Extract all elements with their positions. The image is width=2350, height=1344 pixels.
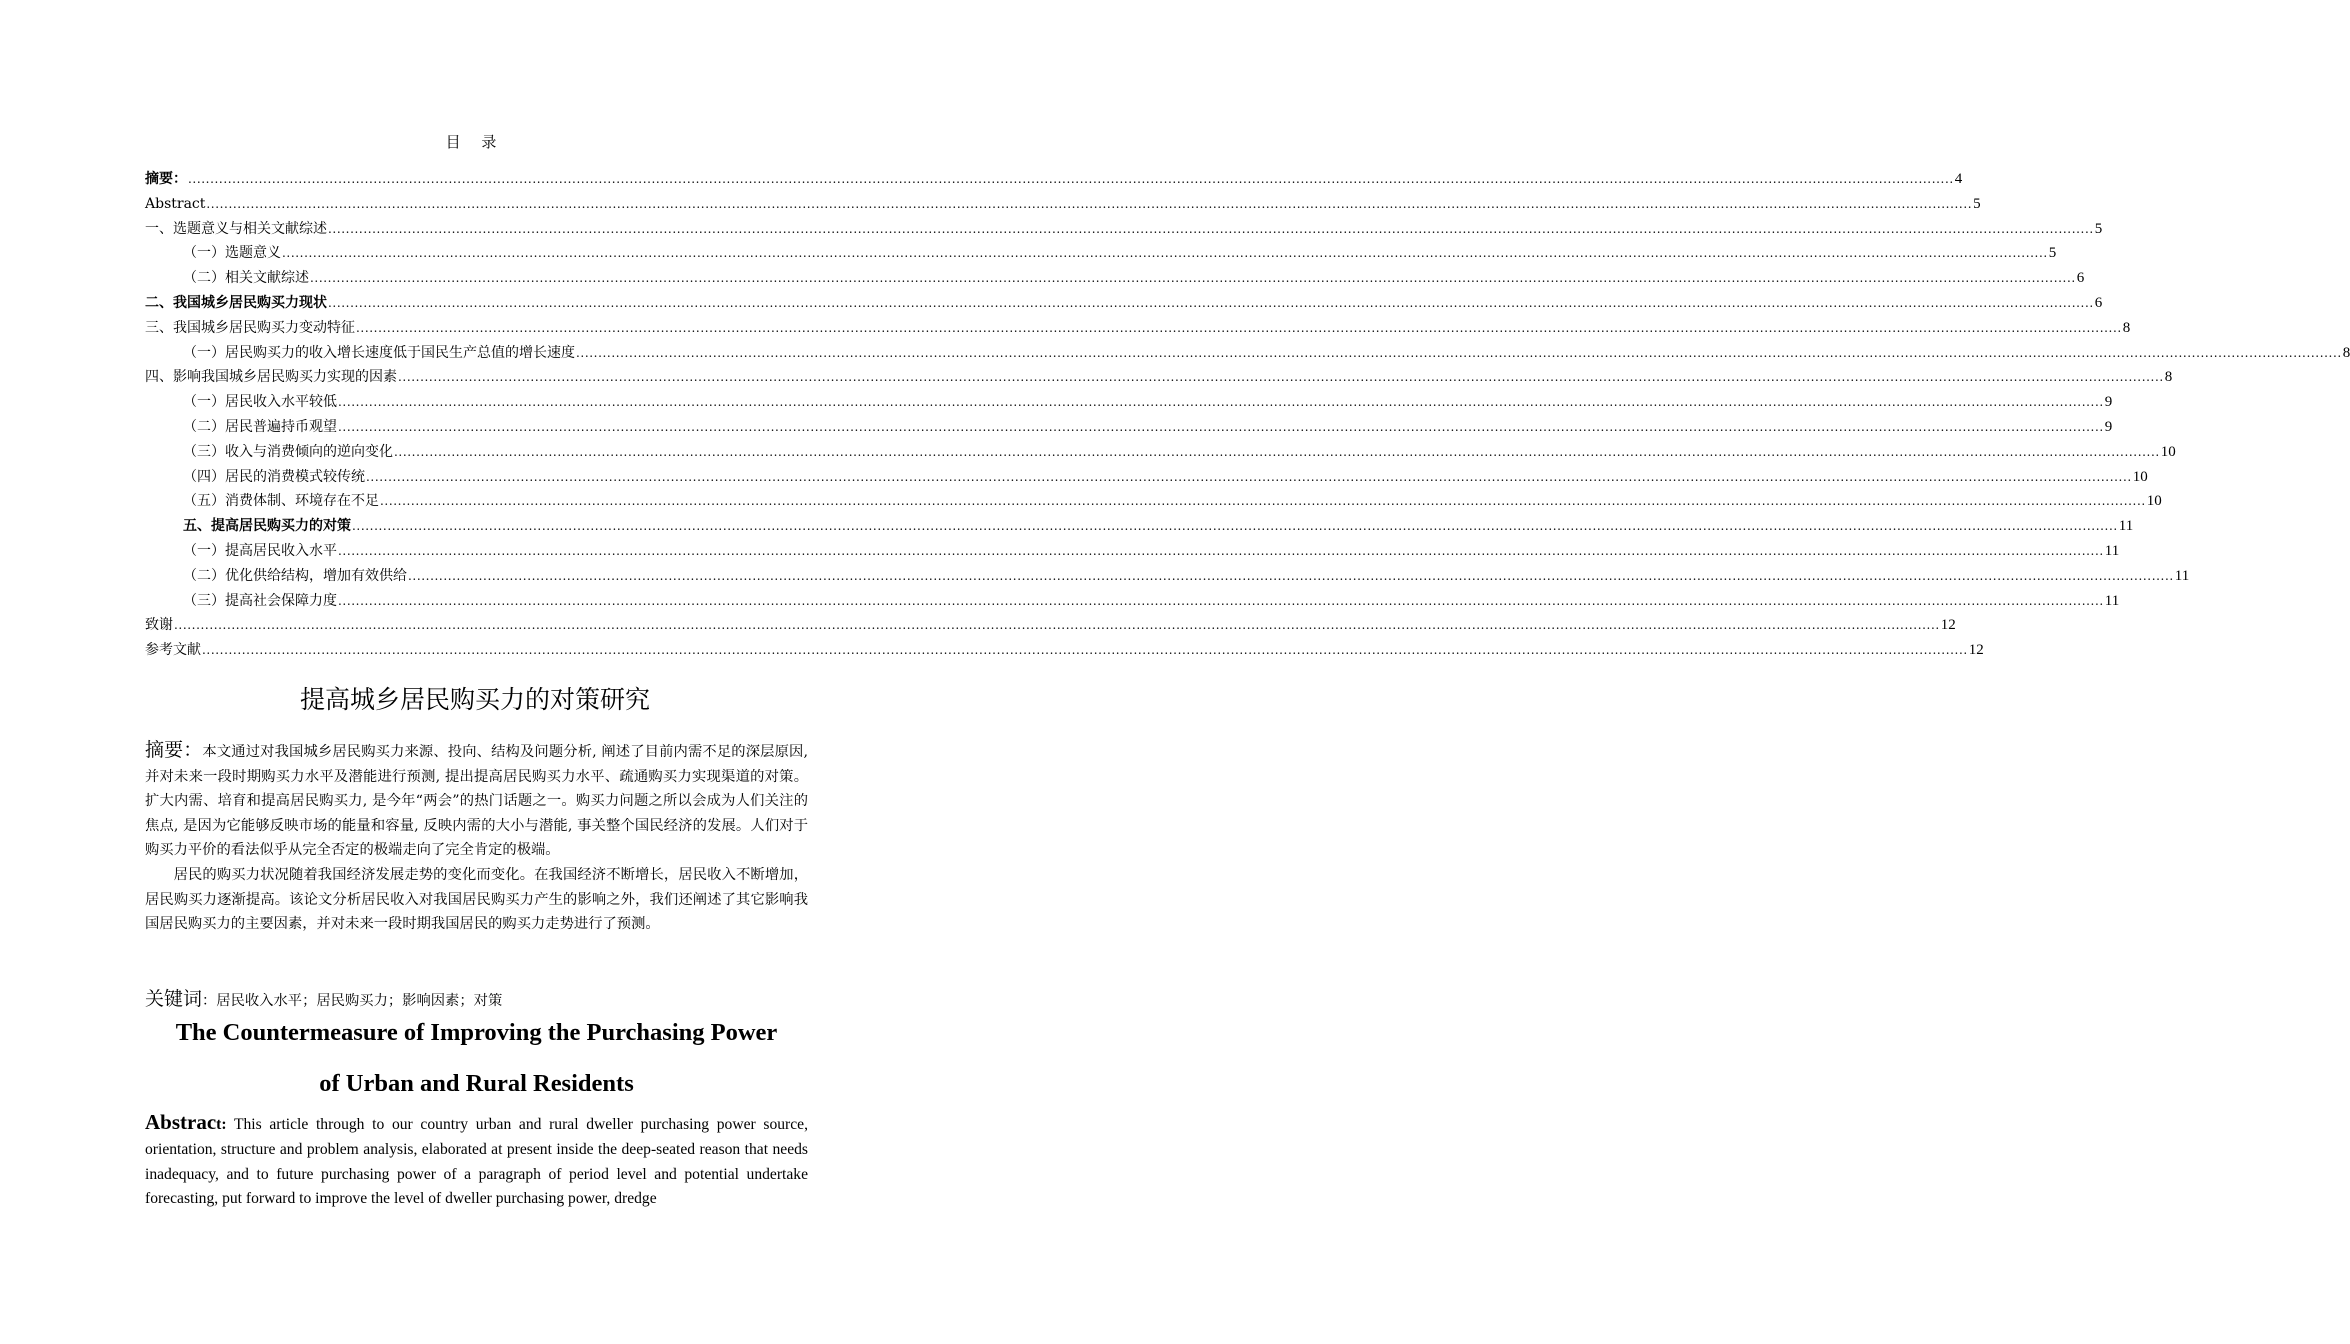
toc-entry[interactable] — [145, 589, 2120, 614]
toc-dot-leader: ................................................................................................................................................................................................................................................................................................................................................................................................................ — [282, 246, 2048, 261]
toc-entry[interactable] — [145, 241, 2057, 266]
toc-entry-page: 9 — [2104, 418, 2113, 435]
toc-entry[interactable] — [145, 489, 2162, 514]
keywords-label: 关键词 — [145, 988, 203, 1010]
toc-entry-page: 6 — [2094, 294, 2103, 311]
keywords-text: ：居民收入水平；居民购买力；影响因素；对策 — [202, 993, 503, 1009]
toc-entry[interactable] — [145, 514, 2134, 539]
toc-entry-text: （四）居民的消费模式较传统 — [183, 468, 365, 485]
toc-entry[interactable] — [145, 613, 1956, 638]
toc-entry-page: 8 — [2164, 369, 2173, 386]
toc-entry-text: 摘要： — [145, 171, 187, 187]
toc-entry-text: 四、影响我国城乡居民购买力实现的因素 — [145, 369, 397, 386]
toc-entry-page: 11 — [2104, 542, 2120, 559]
toc-entry-page: 6 — [2076, 270, 2085, 287]
toc-entry-page: 10 — [2146, 493, 2162, 510]
toc-entry[interactable] — [145, 316, 2131, 341]
toc-entry-text: 参考文献 — [145, 642, 201, 659]
toc-entry[interactable] — [145, 638, 1984, 663]
toc-dot-leader: ................................................................................................................................................................................................................................................................................................................................................................................................................ — [576, 345, 2342, 360]
toc-dot-leader: ................................................................................................................................................................................................................................................................................................................................................................................................................ — [328, 221, 2094, 236]
toc-entry-page: 8 — [2342, 344, 2350, 361]
abstract-cn-text-1: 本文通过对我国城乡居民购买力来源、投向、结构及问题分析, 阐述了目前内需不足的深层原因, 并对未来一段时期购买力水平及潜能进行预测, 提出提高居民购买力水平、疏通购买力实现渠道的对策。扩大内需、培育和提高居民购买力, 是今年“两会”的热门话题之一。购买力问题之所以会成为人们关注的焦点, 是因为它能够反映市场的能量和容量, 反映内需的大小与潜能, 事关整个国民经济的发展。人们对于购买力平价的看法似乎从完全否定的极端走向了完全肯定的极端。 — [145, 744, 808, 859]
abstract-cn-label: 摘要： — [145, 739, 203, 761]
toc-entry[interactable] — [145, 217, 2103, 242]
toc-entry-text: Abstract — [145, 195, 206, 212]
toc-entry-page: 4 — [1954, 171, 1963, 187]
toc-entry[interactable] — [145, 291, 2103, 316]
toc-dot-leader: ................................................................................................................................................................................................................................................................................................................................................................................................................ — [380, 494, 2146, 509]
toc-entry-text: 五、提高居民购买力的对策 — [183, 518, 351, 535]
toc-entry-text: （二）优化供给结构，增加有效供给 — [183, 567, 407, 584]
toc-entry-text: （二）居民普遍持币观望 — [183, 418, 337, 435]
abstract-en-text: This article through to our country urban and rural dweller purchasing power source, orientation, structure and problem analysis, elaborated at present inside the deep-seated reason that needs inadequacy, and to future purchasing power of a paragraph of period level and potential undertake forecasting, put forward to improve the level of dweller purchasing power, dredge — [145, 1116, 808, 1208]
toc-entry-page: 10 — [2132, 468, 2148, 485]
toc-dot-leader: ................................................................................................................................................................................................................................................................................................................................................................................................................ — [408, 568, 2174, 583]
toc-entry-text: 二、我国城乡居民购买力现状 — [145, 294, 327, 311]
toc-entry-page: 5 — [1973, 195, 1981, 212]
toc-entry[interactable] — [145, 564, 2190, 589]
abstract-en-label-tail: t: — [216, 1116, 227, 1133]
toc-entry[interactable] — [145, 390, 2113, 415]
toc-entry-text: （一）选题意义 — [183, 245, 281, 262]
toc-entry-page: 8 — [2122, 319, 2131, 336]
toc-dot-leader: ................................................................................................................................................................................................................................................................................................................................................................................................................ — [310, 271, 2076, 286]
toc-dot-leader: ................................................................................................................................................................................................................................................................................................................................................................................................................ — [352, 519, 2118, 534]
toc-entry[interactable] — [145, 192, 1981, 217]
toc-entry[interactable] — [145, 167, 1963, 192]
abstract-en-label: Abstrac — [145, 1110, 217, 1134]
abstract-cn-paragraph-1 — [145, 738, 808, 863]
toc-entry-text: （二）相关文献综述 — [183, 270, 309, 287]
toc-entry-text: （五）消费体制、环境存在不足 — [183, 493, 379, 510]
toc-entry-page: 11 — [2118, 518, 2134, 535]
toc-dot-leader: ................................................................................................................................................................................................................................................................................................................................................................................................................ — [356, 320, 2122, 335]
toc-dot-leader: ................................................................................................................................................................................................................................................................................................................................................................................................................ — [338, 395, 2104, 410]
toc-dot-leader: ................................................................................................................................................................................................................................................................................................................................................................................................................ — [394, 444, 2160, 459]
toc-entry-page: 5 — [2094, 220, 2103, 237]
toc-entry-page: 9 — [2104, 394, 2113, 411]
toc-dot-leader: ................................................................................................................................................................................................................................................................................................................................................................................................................ — [366, 469, 2132, 484]
toc-dot-leader: ................................................................................................................................................................................................................................................................................................................................................................................................................ — [338, 593, 2104, 608]
toc-entry[interactable] — [145, 465, 2148, 490]
toc-dot-leader: ................................................................................................................................................................................................................................................................................................................................................................................................................ — [206, 196, 1973, 211]
toc-entry-text: （三）提高社会保障力度 — [183, 592, 337, 609]
toc-entry-page: 11 — [2174, 567, 2190, 584]
abstract-cn — [145, 738, 808, 937]
table-of-contents — [145, 167, 2350, 663]
toc-dot-leader: ................................................................................................................................................................................................................................................................................................................................................................................................................ — [338, 419, 2104, 434]
paper-title-en-line-1: The Countermeasure of Improving the Purchasing Power — [175, 1019, 778, 1046]
toc-dot-leader: ................................................................................................................................................................................................................................................................................................................................................................................................................ — [338, 543, 2104, 558]
toc-entry-text: （一）居民购买力的收入增长速度低于国民生产总值的增长速度 — [183, 344, 575, 361]
toc-entry-page: 11 — [2104, 592, 2120, 609]
toc-entry[interactable] — [145, 266, 2085, 291]
toc-entry-text: 致谢 — [145, 617, 173, 634]
abstract-en — [145, 1110, 808, 1212]
toc-entry[interactable] — [145, 365, 2173, 390]
toc-entry-text: （一）提高居民收入水平 — [183, 542, 337, 559]
toc-entry-page: 10 — [2160, 443, 2176, 460]
paper-title-en-line-2: of Urban and Rural Residents — [319, 1070, 634, 1097]
toc-entry[interactable] — [145, 440, 2176, 465]
toc-dot-leader: ................................................................................................................................................................................................................................................................................................................................................................................................................ — [328, 295, 2094, 310]
toc-entry[interactable] — [145, 539, 2120, 564]
toc-entry-text: 一、选题意义与相关文献综述 — [145, 220, 327, 237]
abstract-cn-paragraph-2: 居民的购买力状况随着我国经济发展走势的变化而变化。在我国经济不断增长，居民收入不断增加，居民购买力逐渐提高。该论文分析居民收入对我国居民购买力产生的影响之外，我们还阐述了其它影响我国居民购买力的主要因素，并对未来一段时期我国居民的购买力走势进行了预测。 — [145, 866, 808, 933]
toc-entry-text: 三、我国城乡居民购买力变动特征 — [145, 319, 355, 336]
toc-entry-page: 12 — [1968, 642, 1984, 659]
toc-entry-text: （三）收入与消费倾向的逆向变化 — [183, 443, 393, 460]
toc-entry-page: 12 — [1940, 617, 1956, 634]
toc-entry-page: 5 — [2048, 245, 2057, 262]
toc-entry-text: （一）居民收入水平较低 — [183, 394, 337, 411]
toc-dot-leader: ................................................................................................................................................................................................................................................................................................................................................................................................................ — [202, 643, 1968, 658]
toc-entry[interactable] — [145, 341, 2350, 366]
toc-dot-leader: ................................................................................................................................................................................................................................................................................................................................................................................................................ — [174, 618, 1940, 633]
toc-entry[interactable] — [145, 415, 2113, 440]
keywords — [145, 985, 808, 1015]
paper-title-cn: 提高城乡居民购买力的对策研究 — [299, 685, 650, 714]
toc-dot-leader: ................................................................................................................................................................................................................................................................................................................................................................................................................ — [188, 172, 1954, 186]
toc-dot-leader: ................................................................................................................................................................................................................................................................................................................................................................................................................ — [398, 370, 2164, 385]
toc-title: 目 录 — [445, 133, 505, 151]
